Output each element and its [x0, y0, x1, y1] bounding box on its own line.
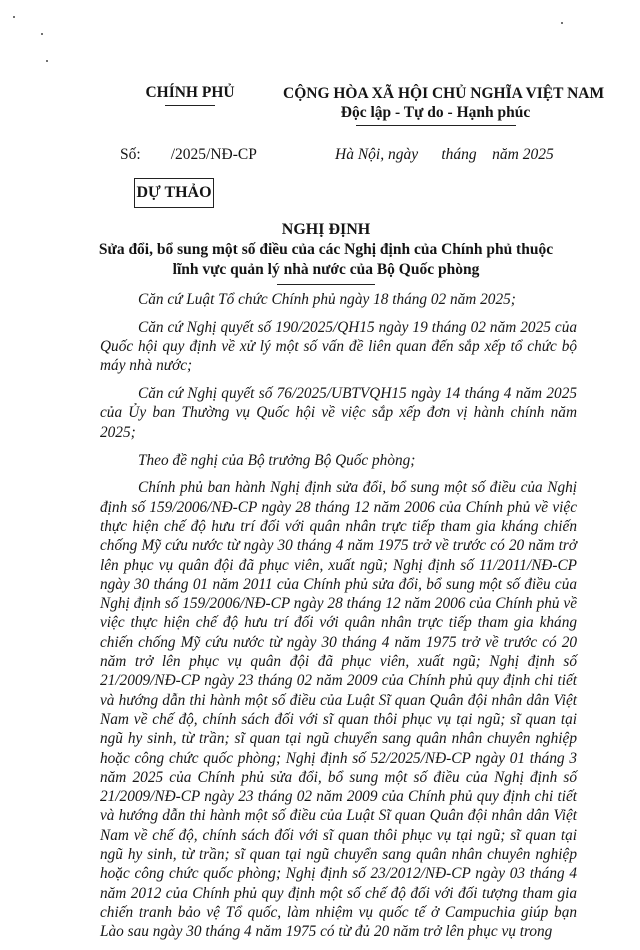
issuing-agency	[135, 84, 245, 106]
scan-speck	[13, 16, 15, 18]
draft-stamp: DỰ THẢO	[134, 178, 214, 208]
national-motto: Độc lập - Tự do - Hạnh phúc	[340, 104, 531, 121]
place-and-date: Hà Nội, ngày tháng năm 2025	[335, 146, 554, 163]
document-title	[96, 220, 556, 285]
motto-underline	[356, 125, 516, 126]
legal-basis-paragraph: Căn cứ Nghị quyết số 76/2025/UBTVQH15 ngày 14 tháng 4 năm 2025 của Ủy ban Thường vụ Quốc hội về việc sắp xếp đơn vị hành chính năm 2025;	[100, 385, 577, 441]
enactment-paragraph: Chính phủ ban hành Nghị định sửa đổi, bổ sung một số điều của Nghị định số 159/2006/NĐ-CP ngày 28 tháng 12 năm 2006 của Chính phủ về việc thực hiện chế độ hưu trí đối với quân nhân trực tiếp tham gia kháng chiến chống Mỹ cứu nước từ ngày 30 tháng 4 năm 1975 trở về trước có 20 năm trở lên phục vụ quân đội đã phục viên, xuất ngũ; Nghị định số 11/2011/NĐ-CP ngày 30 tháng 01 năm 2011 của Chính phủ sửa đổi, bổ sung một số điều của Nghị định số 159/2006/NĐ-CP ngày 28 tháng 12 năm 2006 của Chính phủ về việc thực hiện chế độ hưu trí đối với quân nhân trực tiếp tham gia kháng chiến chống Mỹ cứu nước từ ngày 30 tháng 4 năm 1975 trở về trước có 20 năm trở lên phục vụ quân đội đã phục viên, xuất ngũ; Nghị định số 21/2009/NĐ-CP ngày 23 tháng 02 năm 2009 của Chính phủ quy định chi tiết và hướng dẫn thi hành một số điều của Luật Sĩ quan Quân đội nhân dân Việt Nam về chế độ, chính sách đối với sĩ quan thôi phục vụ tại ngũ; sĩ quan tại ngũ hy sinh, từ trần; sĩ quan tại ngũ chuyển sang quân nhân chuyên nghiệp hoặc công chức quốc phòng; Nghị định số 52/2025/NĐ-CP ngày 01 tháng 3 năm 2025 của Chính phủ sửa đổi, bổ sung một số điều của Nghị định số 21/2009/NĐ-CP ngày 23 tháng 02 năm 2009 của Chính phủ quy định chi tiết và hướng dẫn thi hành một số điều của Luật Sĩ quan Quân đội nhân dân Việt Nam về chế độ, chính sách đối với sĩ quan thôi phục vụ tại ngũ; sĩ quan tại ngũ hy sinh, từ trần; sĩ quan tại ngũ chuyển sang quân nhân chuyên nghiệp hoặc công chức quốc phòng; Nghị định số 23/2012/NĐ-CP ngày 03 tháng 4 năm 2012 của Chính phủ quy định một số chế độ đối với đối tượng tham gia chiến tranh bảo vệ Tổ quốc, làm nhiệm vụ quốc tế ở Campuchia giúp bạn Lào sau ngày 30 tháng 4 năm 1975 có từ đủ 20 năm trở lên phục vụ trong	[100, 479, 577, 941]
document-subtitle: Sửa đổi, bổ sung một số điều của các Nghị định của Chính phủ thuộc lĩnh vực quản lý nhà nước của Bộ Quốc phòng	[98, 241, 554, 278]
legal-basis-paragraph: Căn cứ Nghị quyết số 190/2025/QH15 ngày 19 tháng 02 năm 2025 của Quốc hội quy định về xử lý một số vấn đề liên quan đến sắp xếp tổ chức bộ máy nhà nước;	[100, 318, 577, 375]
agency-name: CHÍNH PHỦ	[145, 84, 235, 101]
document-number	[120, 146, 257, 164]
national-header	[283, 84, 605, 126]
proposal-paragraph: Theo đề nghị của Bộ trưởng Bộ Quốc phòng;	[138, 451, 416, 469]
agency-underline	[165, 105, 215, 106]
scan-speck	[561, 22, 563, 24]
nation-name: CỘNG HÒA XÃ HỘI CHỦ NGHĨA VIỆT NAM	[283, 85, 605, 102]
document-number-value: /2025/NĐ-CP	[170, 146, 257, 163]
scan-speck	[46, 60, 48, 62]
document-number-label: Số:	[120, 146, 141, 163]
legal-basis-paragraph: Căn cứ Luật Tổ chức Chính phủ ngày 18 tháng 02 năm 2025;	[138, 291, 516, 308]
title-underline	[277, 284, 375, 285]
document-type: NGHỊ ĐỊNH	[281, 221, 371, 238]
document-body	[100, 290, 577, 950]
scan-speck	[41, 33, 43, 35]
